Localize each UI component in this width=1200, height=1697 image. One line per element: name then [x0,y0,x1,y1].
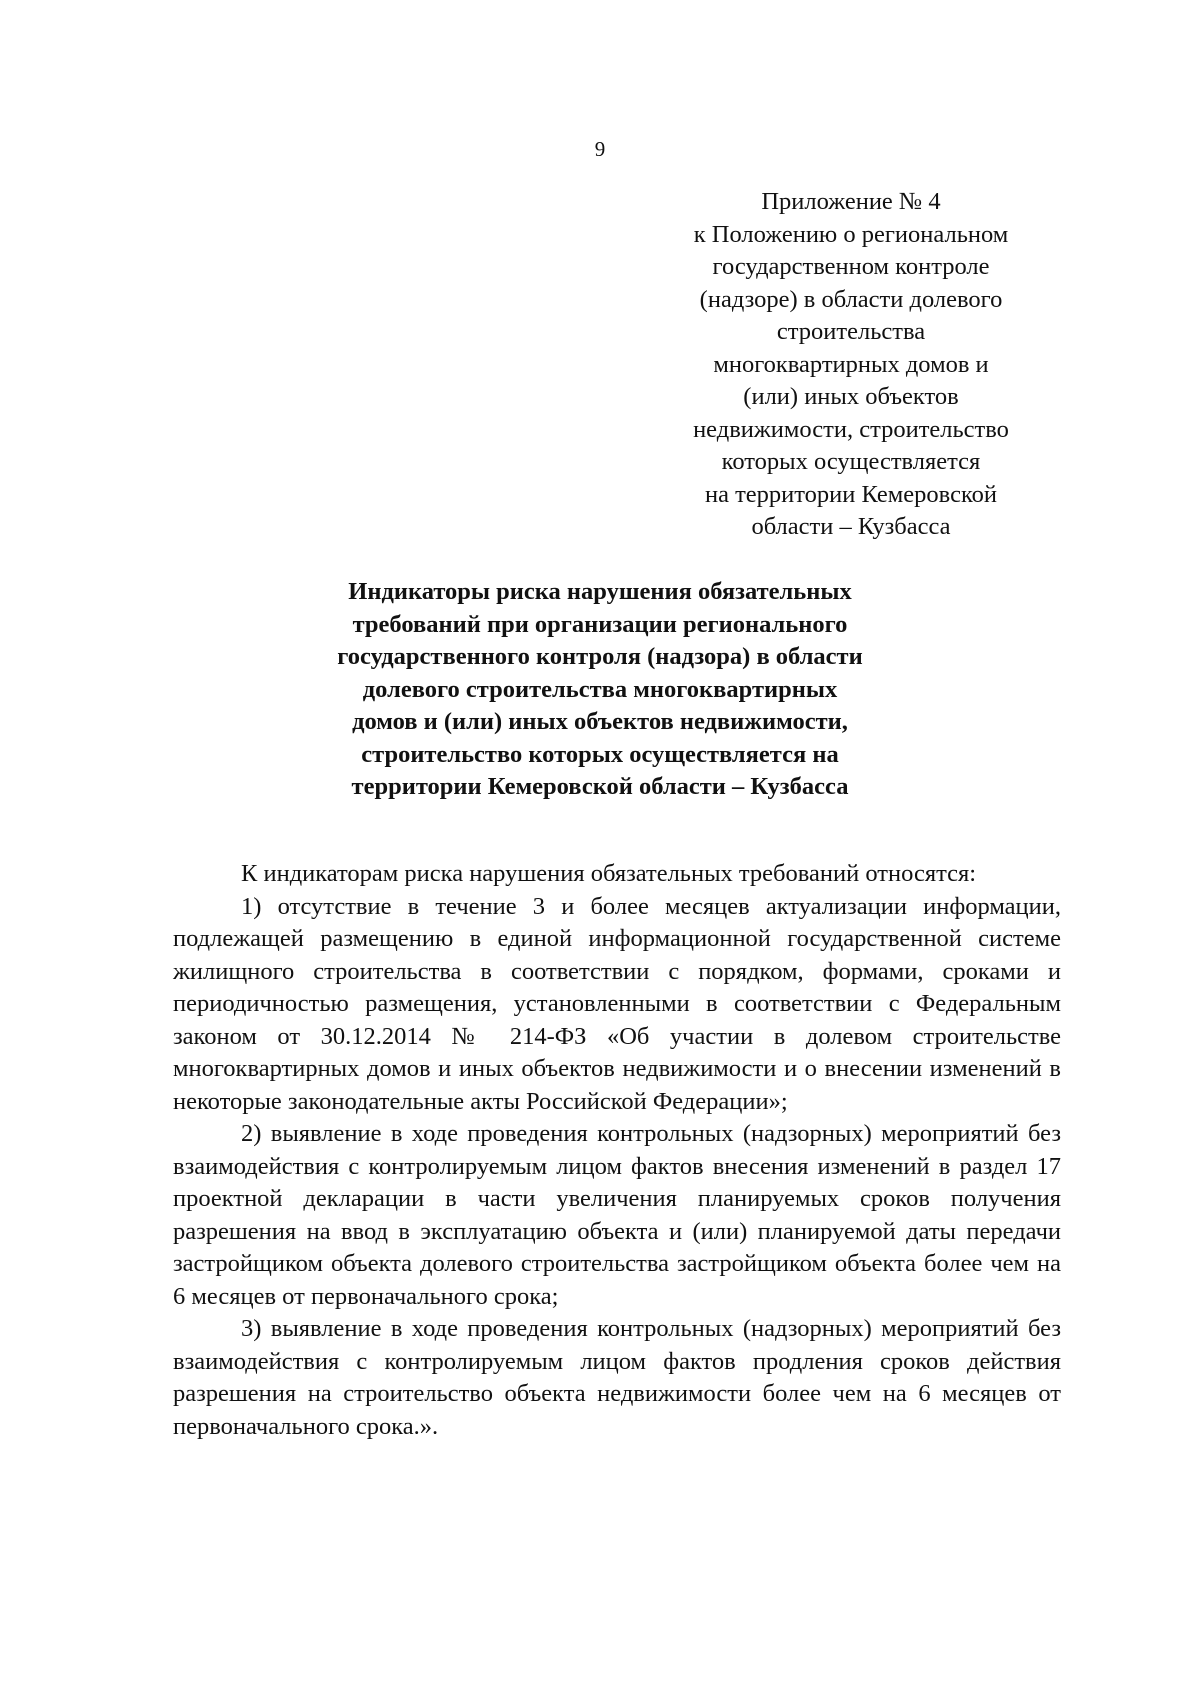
page-number: 9 [594,137,606,161]
title-line: строительство которых осуществляется на [361,740,839,768]
appendix-line: области – Кузбасса [751,513,951,540]
title-line: долевого строительства многоквартирных [362,675,838,703]
appendix-line: недвижимости, строительство [693,415,1009,443]
appendix-line: к Положению о региональном [693,220,1009,248]
appendix-line: (надзоре) в области долевого [699,285,1003,313]
document-title [230,576,970,804]
appendix-line: государственном контроле [712,253,990,280]
title-line: территории Кемеровской области – Кузбасса [351,773,849,800]
appendix-line: на территории Кемеровской [704,480,997,508]
indicator-item-2: 2) выявление в ходе проведения контрольных (надзорных) мероприятий без взаимодействия с контролируемым лицом фактов внесения изменений в раздел 17 проектной декларации в части увеличения планируемых сроков получения разрешения на ввод в эксплуатацию объекта и (или) планируемой даты передачи застройщиком объекта долевого строительства застройщиком объекта более чем на 6 месяцев от первоначального срока; [173,1120,1061,1310]
indicator-item-1: 1) отсутствие в течение 3 и более месяцев актуализации информации, подлежащей размещению в единой информационной государственной системе жилищного строительства в соответствии с порядком, формами, сроками и периодичностью размещения, установленными в соответствии с Федеральным законом от 30.12.2014 № 214-ФЗ «Об участии в долевом строительстве многоквартирных домов и иных объектов недвижимости и о внесении изменений в некоторые законодательные акты Российской Федерации»; [173,892,1061,1115]
document-body [173,858,1061,1443]
indicator-item-3: 3) выявление в ходе проведения контрольных (надзорных) мероприятий без взаимодействия с контролируемым лицом фактов продления сроков действия разрешения на строительство объекта недвижимости более чем на 6 месяцев от первоначального срока.». [173,1315,1061,1440]
appendix-header [640,186,1062,544]
appendix-line: строительства [776,318,926,345]
appendix-line: которых осуществляется [721,448,981,475]
title-line: государственного контроля (надзора) в области [337,643,863,670]
appendix-line: многоквартирных домов и [713,350,989,378]
title-line: Индикаторы риска нарушения обязательных [348,578,852,605]
title-line: домов и (или) иных объектов недвижимости, [352,708,848,735]
appendix-line: (или) иных объектов [743,383,959,410]
appendix-line: Приложение № 4 [761,188,941,215]
intro-paragraph: К индикаторам риска нарушения обязательных требований относятся: [241,860,977,887]
title-line: требований при организации регионального [352,610,848,638]
